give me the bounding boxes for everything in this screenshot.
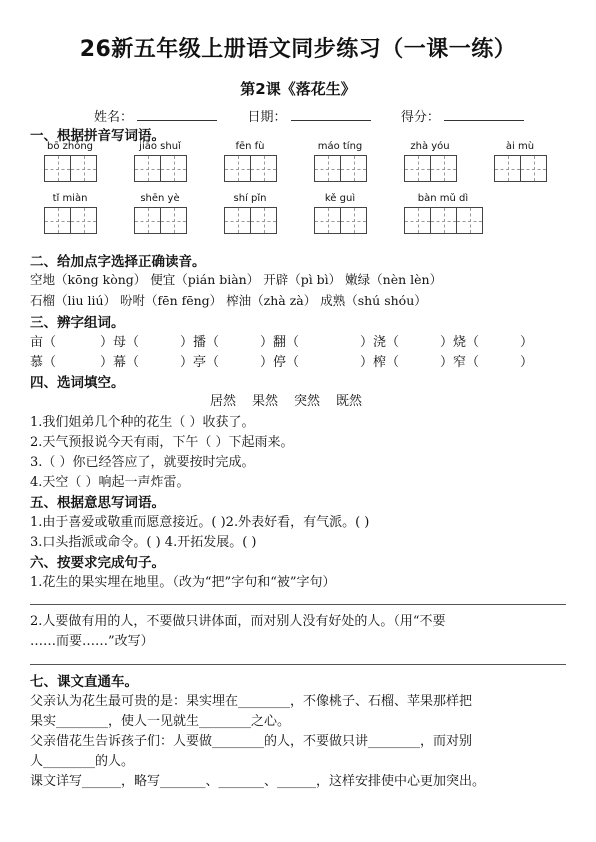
word-group-cell: ）亭（ xyxy=(180,355,220,370)
word-group-cell: ） xyxy=(520,355,534,370)
sentence-question-2a: 2.人要做有用的人，不要做只讲体面，而对别人没有好处的人。（用“不要 xyxy=(30,614,446,629)
word-group-cell: ）母（ xyxy=(100,335,140,350)
pinyin-label: fēn fù xyxy=(235,141,265,152)
writing-box[interactable] xyxy=(250,207,277,234)
writing-box[interactable] xyxy=(340,207,367,234)
word-group-cell: ）停（ xyxy=(260,355,300,370)
date-blank[interactable] xyxy=(291,108,371,121)
text-fill-line-1: 父亲认为花生最可贵的是：果实埋在________，不像桃子、石榴、苹果那样把 xyxy=(30,694,473,709)
writing-box[interactable] xyxy=(160,155,187,182)
word-group-cell: ）播（ xyxy=(180,335,220,350)
pinyin-item xyxy=(404,193,482,234)
pinyin-item xyxy=(314,141,366,182)
writing-box[interactable] xyxy=(494,155,521,182)
word-group-cell: ）榨（ xyxy=(360,355,400,370)
section5-heading: 五、根据意思写词语。 xyxy=(30,495,165,511)
pinyin-label: bàn mǔ dì xyxy=(417,193,469,204)
writing-box[interactable] xyxy=(160,207,187,234)
section7-heading: 七、课文直通车。 xyxy=(30,674,138,690)
lesson-subtitle: 第2课《落花生》 xyxy=(240,80,356,98)
word-group-cell: ）窄（ xyxy=(440,355,480,370)
word-group-cell: 亩（ xyxy=(30,335,57,350)
pinyin-label: shēn yè xyxy=(140,193,180,204)
writing-box[interactable] xyxy=(456,207,483,234)
pinyin-item xyxy=(44,193,96,234)
text-fill-line-5: 课文详写______，略写_______、_______、______，这样安排使中心更加突出。 xyxy=(30,774,486,789)
meaning-line-2: 3.口头指派或命令。( ) 4.开拓发展。( ) xyxy=(30,535,257,550)
word-group-cell: ）浇（ xyxy=(360,335,400,350)
name-blank[interactable] xyxy=(137,108,217,121)
writing-box[interactable] xyxy=(44,207,71,234)
student-info-row xyxy=(94,106,534,125)
writing-box[interactable] xyxy=(314,155,341,182)
writing-box[interactable] xyxy=(340,155,367,182)
answer-line[interactable] xyxy=(30,664,566,665)
text-fill-line-2: 果实________，使人一见就生________之心。 xyxy=(30,714,291,729)
pinyin-label: máo tíng xyxy=(317,141,363,152)
writing-box[interactable] xyxy=(520,155,547,182)
word-group-cell: 慕（ xyxy=(30,355,57,370)
fill-question-3: 3.（ ）你已经答应了，就要按时完成。 xyxy=(30,455,255,470)
writing-box[interactable] xyxy=(134,155,161,182)
word-option: 居然 xyxy=(210,394,237,409)
word-group-line-1 xyxy=(30,331,533,350)
pinyin-item xyxy=(224,193,276,234)
writing-box[interactable] xyxy=(224,207,251,234)
worksheet-title: 26新五年级上册语文同步练习（一课一练） xyxy=(79,37,517,62)
pinyin-label: zhà yóu xyxy=(410,141,450,152)
date-label: 日期： xyxy=(247,110,287,125)
section3-heading: 三、辨字组词。 xyxy=(30,315,125,331)
pinyin-label: shí pǐn xyxy=(233,193,267,204)
writing-box[interactable] xyxy=(404,155,431,182)
pinyin-item xyxy=(44,141,96,182)
pinyin-item xyxy=(494,141,546,182)
word-option: 突然 xyxy=(294,394,321,409)
word-option: 果然 xyxy=(252,394,279,409)
word-option: 既然 xyxy=(336,394,363,409)
pinyin-item xyxy=(314,193,366,234)
pinyin-item xyxy=(224,141,276,182)
name-label: 姓名： xyxy=(94,110,134,125)
word-group-cell: ）翻（ xyxy=(260,335,300,350)
writing-box[interactable] xyxy=(224,155,251,182)
section6-heading: 六、按要求完成句子。 xyxy=(30,555,165,571)
fill-question-2: 2.天气预报说今天有雨，下午（ ）下起雨来。 xyxy=(30,435,294,450)
word-group-cell: ）烧（ xyxy=(440,335,480,350)
meaning-line-1: 1.由于喜爱或敬重而愿意接近。( )2.外表好看，有气派。( ) xyxy=(30,515,370,530)
pinyin-label: kě guì xyxy=(324,193,356,204)
word-group-line-2 xyxy=(30,351,533,370)
section1-heading: 一、根据拼音写词语。 xyxy=(30,128,165,144)
text-fill-line-4: 人________的人。 xyxy=(30,754,135,769)
pinyin-label: jiāo shuǐ xyxy=(139,141,181,152)
writing-box[interactable] xyxy=(70,155,97,182)
fill-question-1: 1.我们姐弟几个种的花生（ ）收获了。 xyxy=(30,415,255,430)
text-fill-line-3: 父亲借花生告诉孩子们：人要做________的人，不要做只讲________，而对别 xyxy=(30,734,473,749)
reading-line-1: 空地（kōng kòng） 便宜（pián biàn） 开辟（pì bì） 嫩绿（nèn lèn） xyxy=(30,272,443,287)
answer-line[interactable] xyxy=(30,604,566,605)
score-label: 得分： xyxy=(400,110,440,125)
pinyin-label: ài mù xyxy=(505,141,535,152)
pinyin-item xyxy=(134,141,186,182)
pinyin-label: tǐ miàn xyxy=(52,193,88,204)
writing-box[interactable] xyxy=(134,207,161,234)
score-blank[interactable] xyxy=(444,108,524,121)
writing-box[interactable] xyxy=(430,207,457,234)
writing-box[interactable] xyxy=(70,207,97,234)
writing-box[interactable] xyxy=(404,207,431,234)
word-bank xyxy=(210,390,378,409)
reading-line-2: 石榴（liu liú） 吩咐（fēn fēng） 榨油（zhà zà） 成熟（shú shóu） xyxy=(30,293,427,308)
word-group-cell: ） xyxy=(520,335,534,350)
section4-heading: 四、选词填空。 xyxy=(30,375,125,391)
writing-box[interactable] xyxy=(430,155,457,182)
sentence-question-1: 1.花生的果实埋在地里。（改为“把”字句和“被”字句） xyxy=(30,575,336,590)
section2-heading: 二、给加点字选择正确读音。 xyxy=(30,254,206,270)
writing-box[interactable] xyxy=(44,155,71,182)
word-group-cell: ）幕（ xyxy=(100,355,140,370)
pinyin-label: bō zhǒng xyxy=(46,141,94,152)
pinyin-item xyxy=(134,193,186,234)
fill-question-4: 4.天空（ ）响起一声炸雷。 xyxy=(30,475,190,490)
pinyin-item xyxy=(404,141,456,182)
writing-box[interactable] xyxy=(250,155,277,182)
writing-box[interactable] xyxy=(314,207,341,234)
sentence-question-2b: ……而要……”改写） xyxy=(30,634,154,649)
